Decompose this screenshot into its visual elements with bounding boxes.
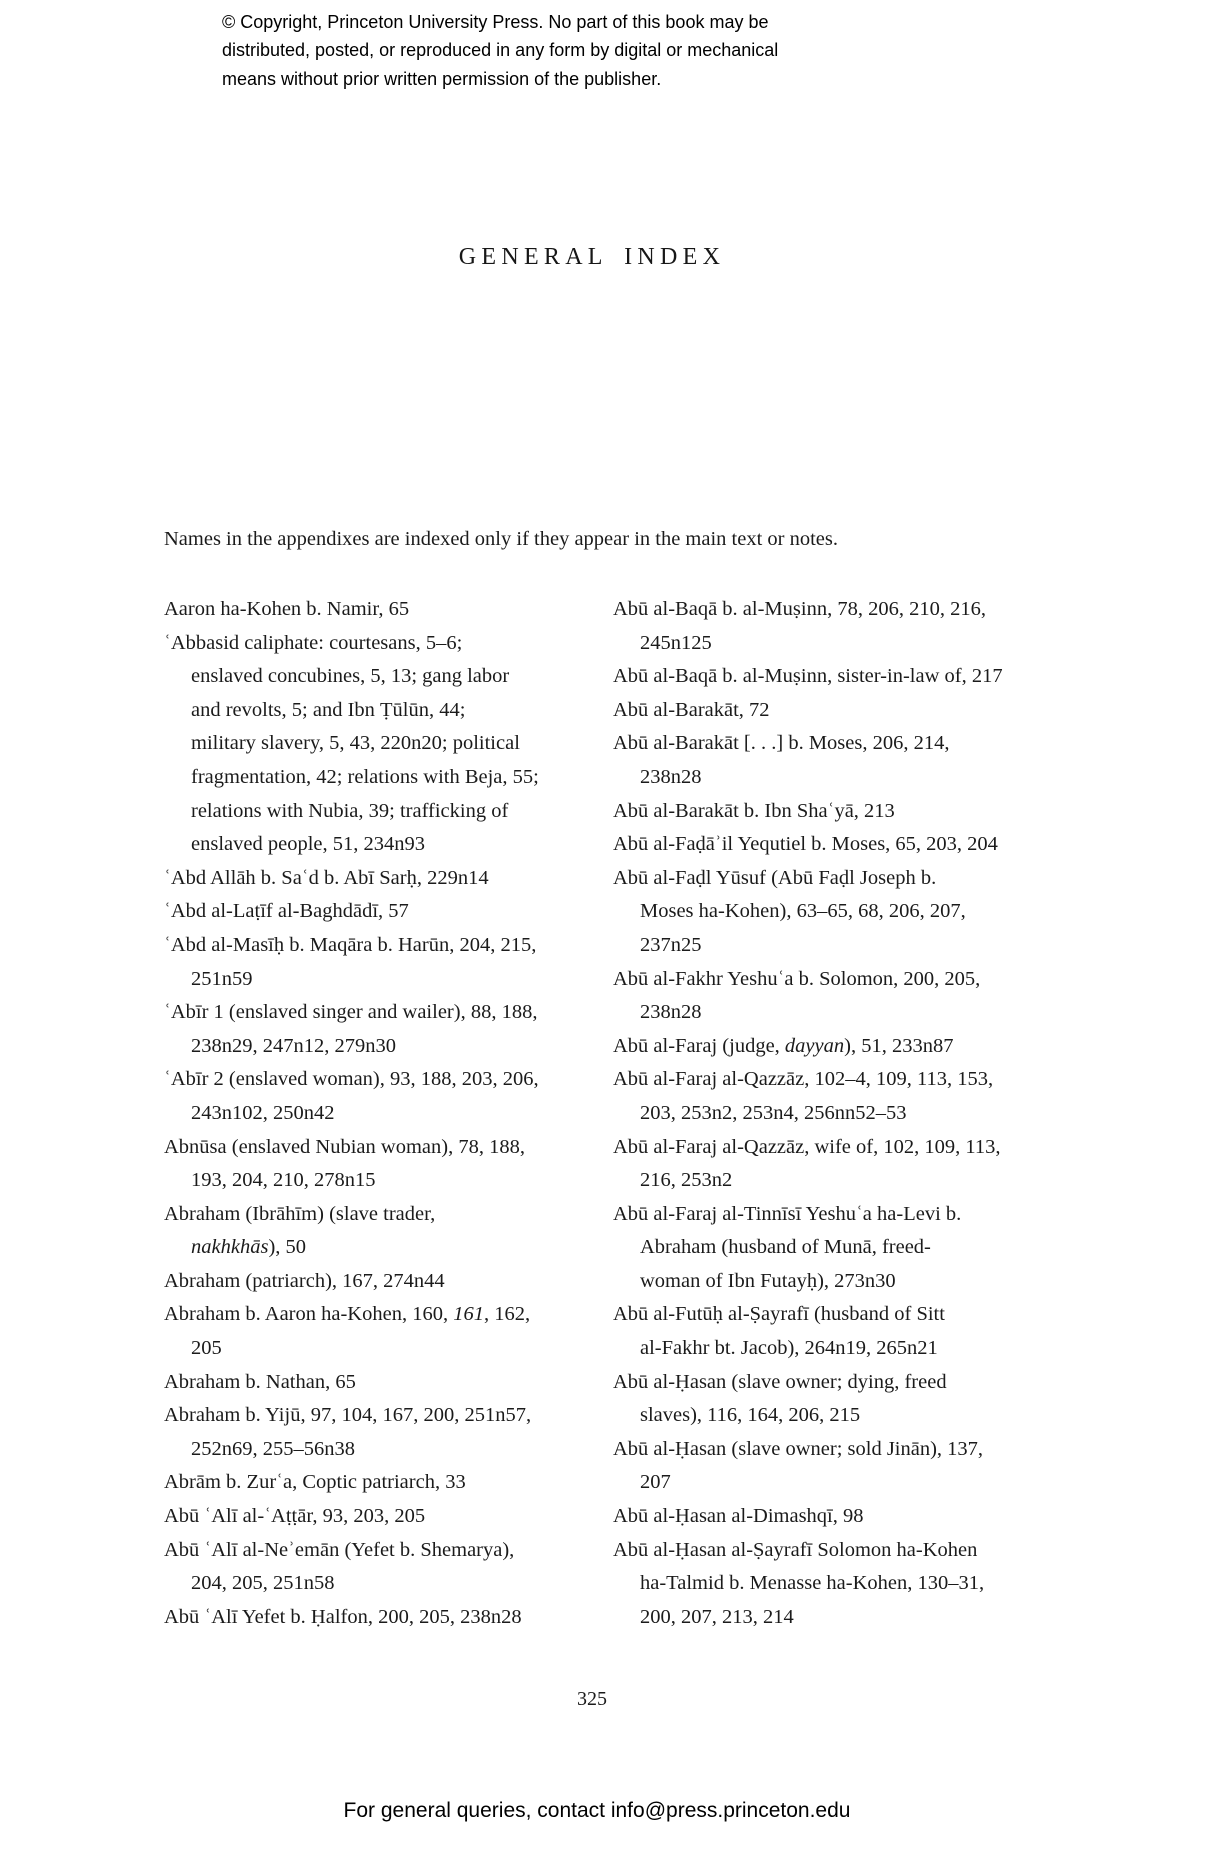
copyright-line: distributed, posted, or reproduced in any form by digital or mechanical <box>222 40 779 61</box>
index-line: Abū al-Baqā b. al-Muṣinn, 78, 206, 210, 216, <box>613 598 986 620</box>
index-line: ʿAbīr 1 (enslaved singer and wailer), 88, 188, <box>164 1001 538 1024</box>
index-line: Abū al-Ḥasan (slave owner; sold Jinān), 137, <box>613 1437 984 1460</box>
index-line: ʿAbbasid caliphate: courtesans, 5–6; <box>164 631 463 654</box>
index-line: Abū al-Faḍāʾil Yequtiel b. Moses, 65, 203, 204 <box>613 833 998 856</box>
index-line: Abū ʿAlī Yefet b. Ḥalfon, 200, 205, 238n28 <box>164 1605 522 1628</box>
index-line: relations with Nubia, 39; trafficking of <box>191 799 509 822</box>
index-line: 216, 253n2 <box>640 1169 733 1192</box>
page-title: GENERAL INDEX <box>458 244 726 270</box>
index-line: Abū al-Barakāt, 72 <box>613 698 770 721</box>
index-column-left <box>164 593 564 1634</box>
index-line: enslaved people, 51, 234n93 <box>191 833 425 856</box>
index-line: Abū al-Faraj al-Qazzāz, wife of, 102, 109, 113, <box>613 1135 1001 1158</box>
index-line: 205 <box>191 1337 222 1360</box>
index-line: 238n29, 247n12, 279n30 <box>191 1034 396 1057</box>
index-line: ʿAbd Allāh b. Saʿd b. Abī Sarḥ, 229n14 <box>164 866 489 889</box>
index-line: Abū al-Faraj (judge, dayyan), 51, 233n87 <box>613 1034 954 1057</box>
index-line: Abū ʿAlī al-ʿAṭṭār, 93, 203, 205 <box>164 1505 426 1528</box>
index-line: 238n28 <box>640 765 702 788</box>
index-line: slaves), 116, 164, 206, 215 <box>640 1404 861 1427</box>
index-line: ʿAbd al-Laṭīf al-Baghdādī, 57 <box>164 900 409 923</box>
index-line: Abū al-Futūḥ al-Ṣayrafī (husband of Sitt <box>613 1303 945 1326</box>
index-line: Abrām b. Zurʿa, Coptic patriarch, 33 <box>164 1471 466 1494</box>
index-line: nakhkhās), 50 <box>191 1236 307 1259</box>
index-line: 237n25 <box>640 933 702 956</box>
index-line: ha-Talmid b. Menasse ha-Kohen, 130–31, <box>640 1572 985 1595</box>
index-line: and revolts, 5; and Ibn Ṭūlūn, 44; <box>191 698 466 721</box>
index-line: 200, 207, 213, 214 <box>640 1605 794 1628</box>
index-line: Abū al-Faraj al-Qazzāz, 102–4, 109, 113, 153, <box>613 1068 994 1091</box>
index-line: military slavery, 5, 43, 220n20; political <box>191 732 520 755</box>
index-line: Abū al-Faḍl Yūsuf (Abū Faḍl Joseph b. <box>613 866 937 889</box>
index-line: al-Fakhr bt. Jacob), 264n19, 265n21 <box>640 1337 938 1360</box>
index-line: woman of Ibn Futayḥ), 273n30 <box>640 1269 896 1292</box>
index-line: Abraham b. Nathan, 65 <box>164 1370 356 1393</box>
index-line: Abraham (Ibrāhīm) (slave trader, <box>164 1202 436 1225</box>
index-line: Abnūsa (enslaved Nubian woman), 78, 188, <box>164 1135 525 1158</box>
index-line: Abū al-Barakāt b. Ibn Shaʿyā, 213 <box>613 799 895 822</box>
copyright-line: means without prior written permission of the publisher. <box>222 68 662 89</box>
index-line: fragmentation, 42; relations with Beja, 55; <box>191 765 539 788</box>
index-line: enslaved concubines, 5, 13; gang labor <box>191 665 510 688</box>
index-line: Abraham b. Yijū, 97, 104, 167, 200, 251n57, <box>164 1404 532 1427</box>
index-line: Abraham (husband of Munā, freed- <box>640 1236 931 1259</box>
index-line: 207 <box>640 1471 671 1494</box>
index-line: ʿAbīr 2 (enslaved woman), 93, 188, 203, 206, <box>164 1068 539 1091</box>
index-line: Moses ha-Kohen), 63–65, 68, 206, 207, <box>640 900 966 923</box>
index-line: 245n125 <box>640 631 712 654</box>
copyright-line: © Copyright, Princeton University Press. No part of this book may be <box>222 12 769 32</box>
index-line: 193, 204, 210, 278n15 <box>191 1169 376 1192</box>
index-line: 243n102, 250n42 <box>191 1101 335 1124</box>
index-line: Abū al-Fakhr Yeshuʿa b. Solomon, 200, 205, <box>613 967 981 990</box>
index-line: Abū ʿAlī al-Neʾemān (Yefet b. Shemarya), <box>164 1538 515 1561</box>
index-line: Abū al-Ḥasan al-Dimashqī, 98 <box>613 1505 864 1528</box>
index-note: Names in the appendixes are indexed only if they appear in the main text or notes. <box>164 528 839 550</box>
index-line: ʿAbd al-Masīḥ b. Maqāra b. Harūn, 204, 215, <box>164 933 537 956</box>
index-line: 251n59 <box>191 967 253 990</box>
index-line: Abū al-Ḥasan (slave owner; dying, freed <box>613 1370 947 1393</box>
copyright-notice <box>222 8 778 93</box>
index-line: 203, 253n2, 253n4, 256nn52–53 <box>640 1101 907 1124</box>
index-column-right <box>613 593 1025 1634</box>
page-number: 325 <box>577 1688 607 1710</box>
index-line: Abū al-Baqā b. al-Muṣinn, sister-in-law of, 217 <box>613 665 1003 688</box>
index-line: 204, 205, 251n58 <box>191 1572 335 1595</box>
index-line: Aaron ha-Kohen b. Namir, 65 <box>164 598 410 620</box>
index-line: Abū al-Barakāt [. . .] b. Moses, 206, 214, <box>613 732 950 755</box>
index-line: 252n69, 255–56n38 <box>191 1437 355 1460</box>
index-line: Abraham b. Aaron ha-Kohen, 160, 161, 162, <box>164 1303 531 1326</box>
index-line: Abū al-Faraj al-Tinnīsī Yeshuʿa ha-Levi b. <box>613 1202 962 1225</box>
index-line: Abū al-Ḥasan al-Ṣayrafī Solomon ha-Kohen <box>613 1538 978 1561</box>
index-line: Abraham (patriarch), 167, 274n44 <box>164 1269 445 1292</box>
index-line: 238n28 <box>640 1001 702 1024</box>
footer-contact: For general queries, contact info@press.princeton.edu <box>343 1799 851 1822</box>
